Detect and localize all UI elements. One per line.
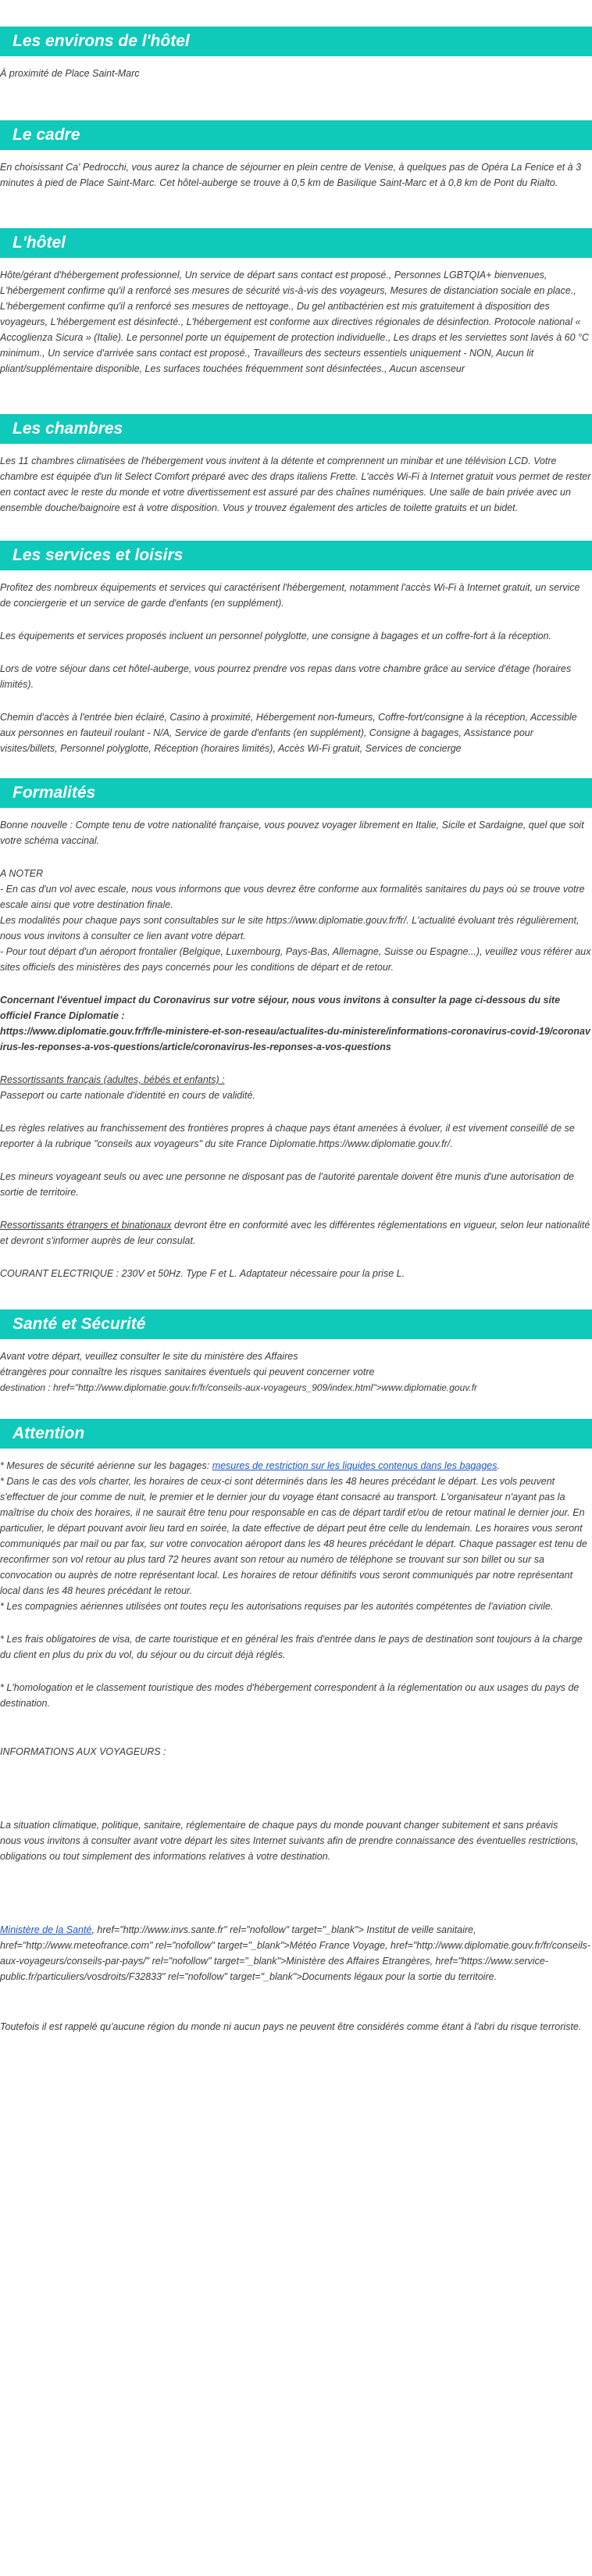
french-nationals-label: Ressortissants français (adultes, bébés et enfants) : [0,1074,225,1085]
section-hotel [0,228,592,377]
section-title: L'hôtel [0,228,592,258]
terrorism-notice: Toutefois il est rappelé qu'aucune région du monde ni aucun pays ne peuvent être considérés comme étant à l'abri du risque terroriste. [0,2021,582,2032]
minors-text: Les mineurs voyageant seuls ou avec une personne ne disposant pas de l'autorité parentale doivent être munis d'une autorisation de sortie de territoire. [0,1171,575,1198]
noter-text-2: Les modalités pour chaque pays sont consultables sur le site https://www.diplomatie.gouv.fr/fr/. L'actualité évoluant très régulièrement, nous vous invitons à consulter ce lien avant votre départ. [0,915,580,941]
foreign-nationals-text [0,1217,592,1249]
liquids-restriction-link[interactable]: mesures de restriction sur les liquides contenus dans les bagages [212,1460,497,1471]
section-title: Les chambres [0,414,592,444]
formalites-intro: Bonne nouvelle : Compte tenu de votre nationalité française, vous pouvez voyager librement en Italie, Sicile et Sardaigne, quel que soit votre schéma vaccinal. [0,820,584,846]
section-cadre [0,120,592,191]
electric-current-text: COURANT ELECTRIQUE : 230V et 50Hz. Type F et L. Adaptateur nécessaire pour la prise L. [0,1268,405,1279]
useful-links-rest: , href="http://www.invs.sante.fr" rel="nofollow" target="_blank"> Institut de veille sanitaire, href="http://www.meteofrance.com" rel="nofollow" target="_blank">Météo France Voyage, href="http://www.diplomatie.gouv.fr/fr/conseils-aux-voyageurs/conseils-par-pays/" rel="nofollow" target="_blank">Ministère des Affaires Etrangères, href="https://www.service-public.fr/particuliers/vosdroits/F32833" rel="nofollow" target="_blank">Documents légaux pour la sortie du territoire. [0,1924,591,1982]
noter-text-1: - En cas d'un vol avec escale, nous vous informons que vous devrez être conforme aux formalités sanitaires du pays où se trouve votre escale ainsi que votre destination finale. [0,884,585,910]
noter-text-3: - Pour tout départ d'un aéroport frontalier (Belgique, Luxembourg, Pays-Bas, Allemagne, Suisse ou Espagne...), veuillez vous référer aux sites officiels des ministères des pays concernés pour les conditions de départ et de retour. [0,946,591,973]
environs-text: À proximité de Place Saint-Marc [0,68,140,79]
foreign-nationals-detail: devront être en conformité avec les différentes réglementations en vigueur, selon leur nationalité et devront s'informer auprès de leur consulat. [0,1220,590,1246]
situation-text: La situation climatique, politique, sanitaire, réglementaire de chaque pays du monde pouvant changer subitement et sans préavis [0,1820,558,1831]
coronavirus-url[interactable]: https://www.diplomatie.gouv.fr/fr/le-ministere-et-son-reseau/actualites-du-ministere/informations-coronavirus-covid-19/coronavirus-les-reponses-a-vos-questions/article/coronavirus-les-reponses-a-vos-questions [0,1026,590,1052]
baggage-security-suffix: . [497,1460,500,1471]
services-text-3: Lors de votre séjour dans cet hôtel-auberge, vous pourrez prendre vos repas dans votre chambre grâce au service d'étage (horaires limités). [0,663,572,690]
section-attention [0,1419,592,2035]
visa-fees-text: * Les frais obligatoires de visa, de carte touristique et en général les frais d'entrée dans le pays de destination sont toujours à la charge du client en plus du prix du vol, du séjour ou du circuit déjà réglés. [0,1634,583,1660]
french-nationals-text: Passeport ou carte nationale d'identité en cours de validité. [0,1090,255,1101]
section-title: Les services et loisirs [0,541,592,570]
services-text-1: Profitez des nombreux équipements et services qui caractérisent l'hébergement, notamment l'accès Wi-Fi à Internet gratuit, un service de conciergerie et un service de garde d'enfants (en supplément). [0,582,580,609]
section-title: Attention [0,1419,592,1449]
chambres-text: Les 11 chambres climatisées de l'hébergement vous invitent à la détente et comprennent un minibar et une télévision LCD. Votre chambre est équipée d'un lit Select Comfort préparé avec des draps italiens Frette. L'accès Wi-Fi à Internet gratuit vous permet de rester en contact avec le reste du monde et votre divertissement est assuré par des chaînes numériques. Une salle de bain privée avec un ensemble douche/baignoire est à votre disposition. Vous y trouvez également des articles de toilette gratuits et un bidet. [0,456,591,513]
accommodation-rating-text: * L'homologation et le classement touristique des modes d'hébergement correspondent à la réglementation ou aux usages du pays de destination. [0,1682,580,1709]
sante-line-2: étrangères pour connaître les risques sanitaires éventuels qui peuvent concerner votre [0,1367,375,1377]
section-title: Le cadre [0,120,592,150]
hotel-text: Hôte/gérant d'hébergement professionnel, Un service de départ sans contact est proposé., Personnes LGBTQIA+ bienvenues, L'hébergement confirme qu'il a renforcé ses mesures de sécurité vis-à-vis des voyageurs, Mesures de distanciation sociale en place., L'hébergement confirme qu'il a renforcé ses mesures de nettoyage., Du gel antibactérien est mis gratuitement à disposition des voyageurs, L'hébergement est désinfecté., L'hébergement est conforme aux directives régionales de désinfection. Protocole national « Accoglienza Sicura » (Italie). Le personnel porte un équipement de protection individuelle., Les draps et les serviettes sont lavés à 60 °C minimum., Un service d'arrivée sans contact est proposé., Travailleurs des secteurs essentiels uniquement - NON, Aucun lit pliant/supplémentaire disponible, Les surfaces touchées fréquemment sont désinfectées., Aucun ascenseur [0,270,590,374]
cadre-text: En choisissant Ca' Pedrocchi, vous aurez la chance de séjourner en plein centre de Venise, à quelques pas de Opéra La Fenice et à 3 minutes à pied de Place Saint-Marc. Cet hôtel-auberge se trouve à 0,5 km de Basilique Saint-Marc et à 0,8 km de Pont du Rialto. [0,162,582,188]
charter-schedule-text: * Dans le cas des vols charter, les horaires de ceux-ci sont déterminés dans les 48 heures précédant le départ. Les vols peuvent s'effectuer de jour comme de nuit, le premier et le dernier jour du voyage étant consacré au transport. L'organisateur n'ayant pas la maîtrise du choix des horaires, il ne saurait être tenu pour responsable en cas de départ tardif et/ou de retour matinal le dernier jour. En particulier, le départ pouvant avoir lieu tard en soirée, la date effective de départ peut être celle du lendemain. Les horaires vous seront communiqués par mail ou par fax, sur votre convocation aéroport dans les 48 heures précédant le départ. Chaque passager est tenu de reconfirmer son vol retour au plus tard 72 heures avant son retour au numéro de téléphone se trouvant sur son billet ou sur sa convocation ou auprès de notre représentant local. Les horaires de retour définitifs vous seront communiqués par notre représentant local dans les 48 heures précédant le retour. [0,1476,587,1596]
baggage-security-prefix: * Mesures de sécurité aérienne sur les bagages: [0,1460,212,1471]
airlines-text: * Les compagnies aériennes utilisées ont toutes reçu les autorisations requises par les autorités compétentes de l'aviation civile. [0,1601,554,1612]
foreign-nationals-label: Ressortissants étrangers et binationaux [0,1220,172,1231]
services-text-4: Chemin d'accès à l'entrée bien éclairé, Casino à proximité, Hébergement non-fumeurs, Coffre-fort/consigne à la réception, Accessible aux personnes en fauteuil roulant - N/A, Service de garde d'enfants (en supplément), Consigne à bagages, Assistance pour visites/billets, Personnel polyglotte, Réception (horaires limités), Accès Wi-Fi gratuit, Services de concierge [0,712,577,754]
traveler-info-label: INFORMATIONS AUX VOYAGEURS : [0,1746,166,1757]
section-sante [0,1309,592,1395]
sante-line-1: Avant votre départ, veuillez consulter le site du ministère des Affaires [0,1351,298,1362]
section-title: Les environs de l'hôtel [0,27,592,56]
situation-text-2: nous vous invitons à consulter avant votre départ les sites Internet suivants afin de prendre connaissance des éventuelles restrictions, obligations ou tout simplement des informations relatives à votre destination. [0,1835,579,1862]
useful-links-text [0,1922,592,1985]
coronavirus-notice: Concernant l'éventuel impact du Coronavirus sur votre séjour, nous vous invitons à consulter la page ci-dessous du site officiel France Diplomatie : [0,995,561,1021]
section-environs [0,0,592,81]
border-rules-text: Les règles relatives au franchissement des frontières propres à chaque pays étant amenées à évoluer, il est vivement conseillé de se reporter à la rubrique "conseils aux voyageurs" du site France Diplomatie.https://www.diplomatie.gouv.fr/. [0,1123,575,1149]
noter-label: A NOTER [0,868,44,879]
sante-line-3: destination : href="http://www.diplomatie.gouv.fr/fr/conseils-aux-voyageurs_909/index.html">www.diplomatie.gouv.fr [0,1382,478,1393]
section-chambres [0,414,592,516]
section-formalites [0,778,592,1281]
section-title: Santé et Sécurité [0,1309,592,1339]
section-services [0,541,592,756]
services-text-2: Les équipements et services proposés incluent un personnel polyglotte, une consigne à bagages et un coffre-fort à la réception. [0,631,551,641]
baggage-security-text [0,1458,592,1474]
section-title: Formalités [0,778,592,808]
ministere-sante-link[interactable]: Ministère de la Santé [0,1924,92,1935]
